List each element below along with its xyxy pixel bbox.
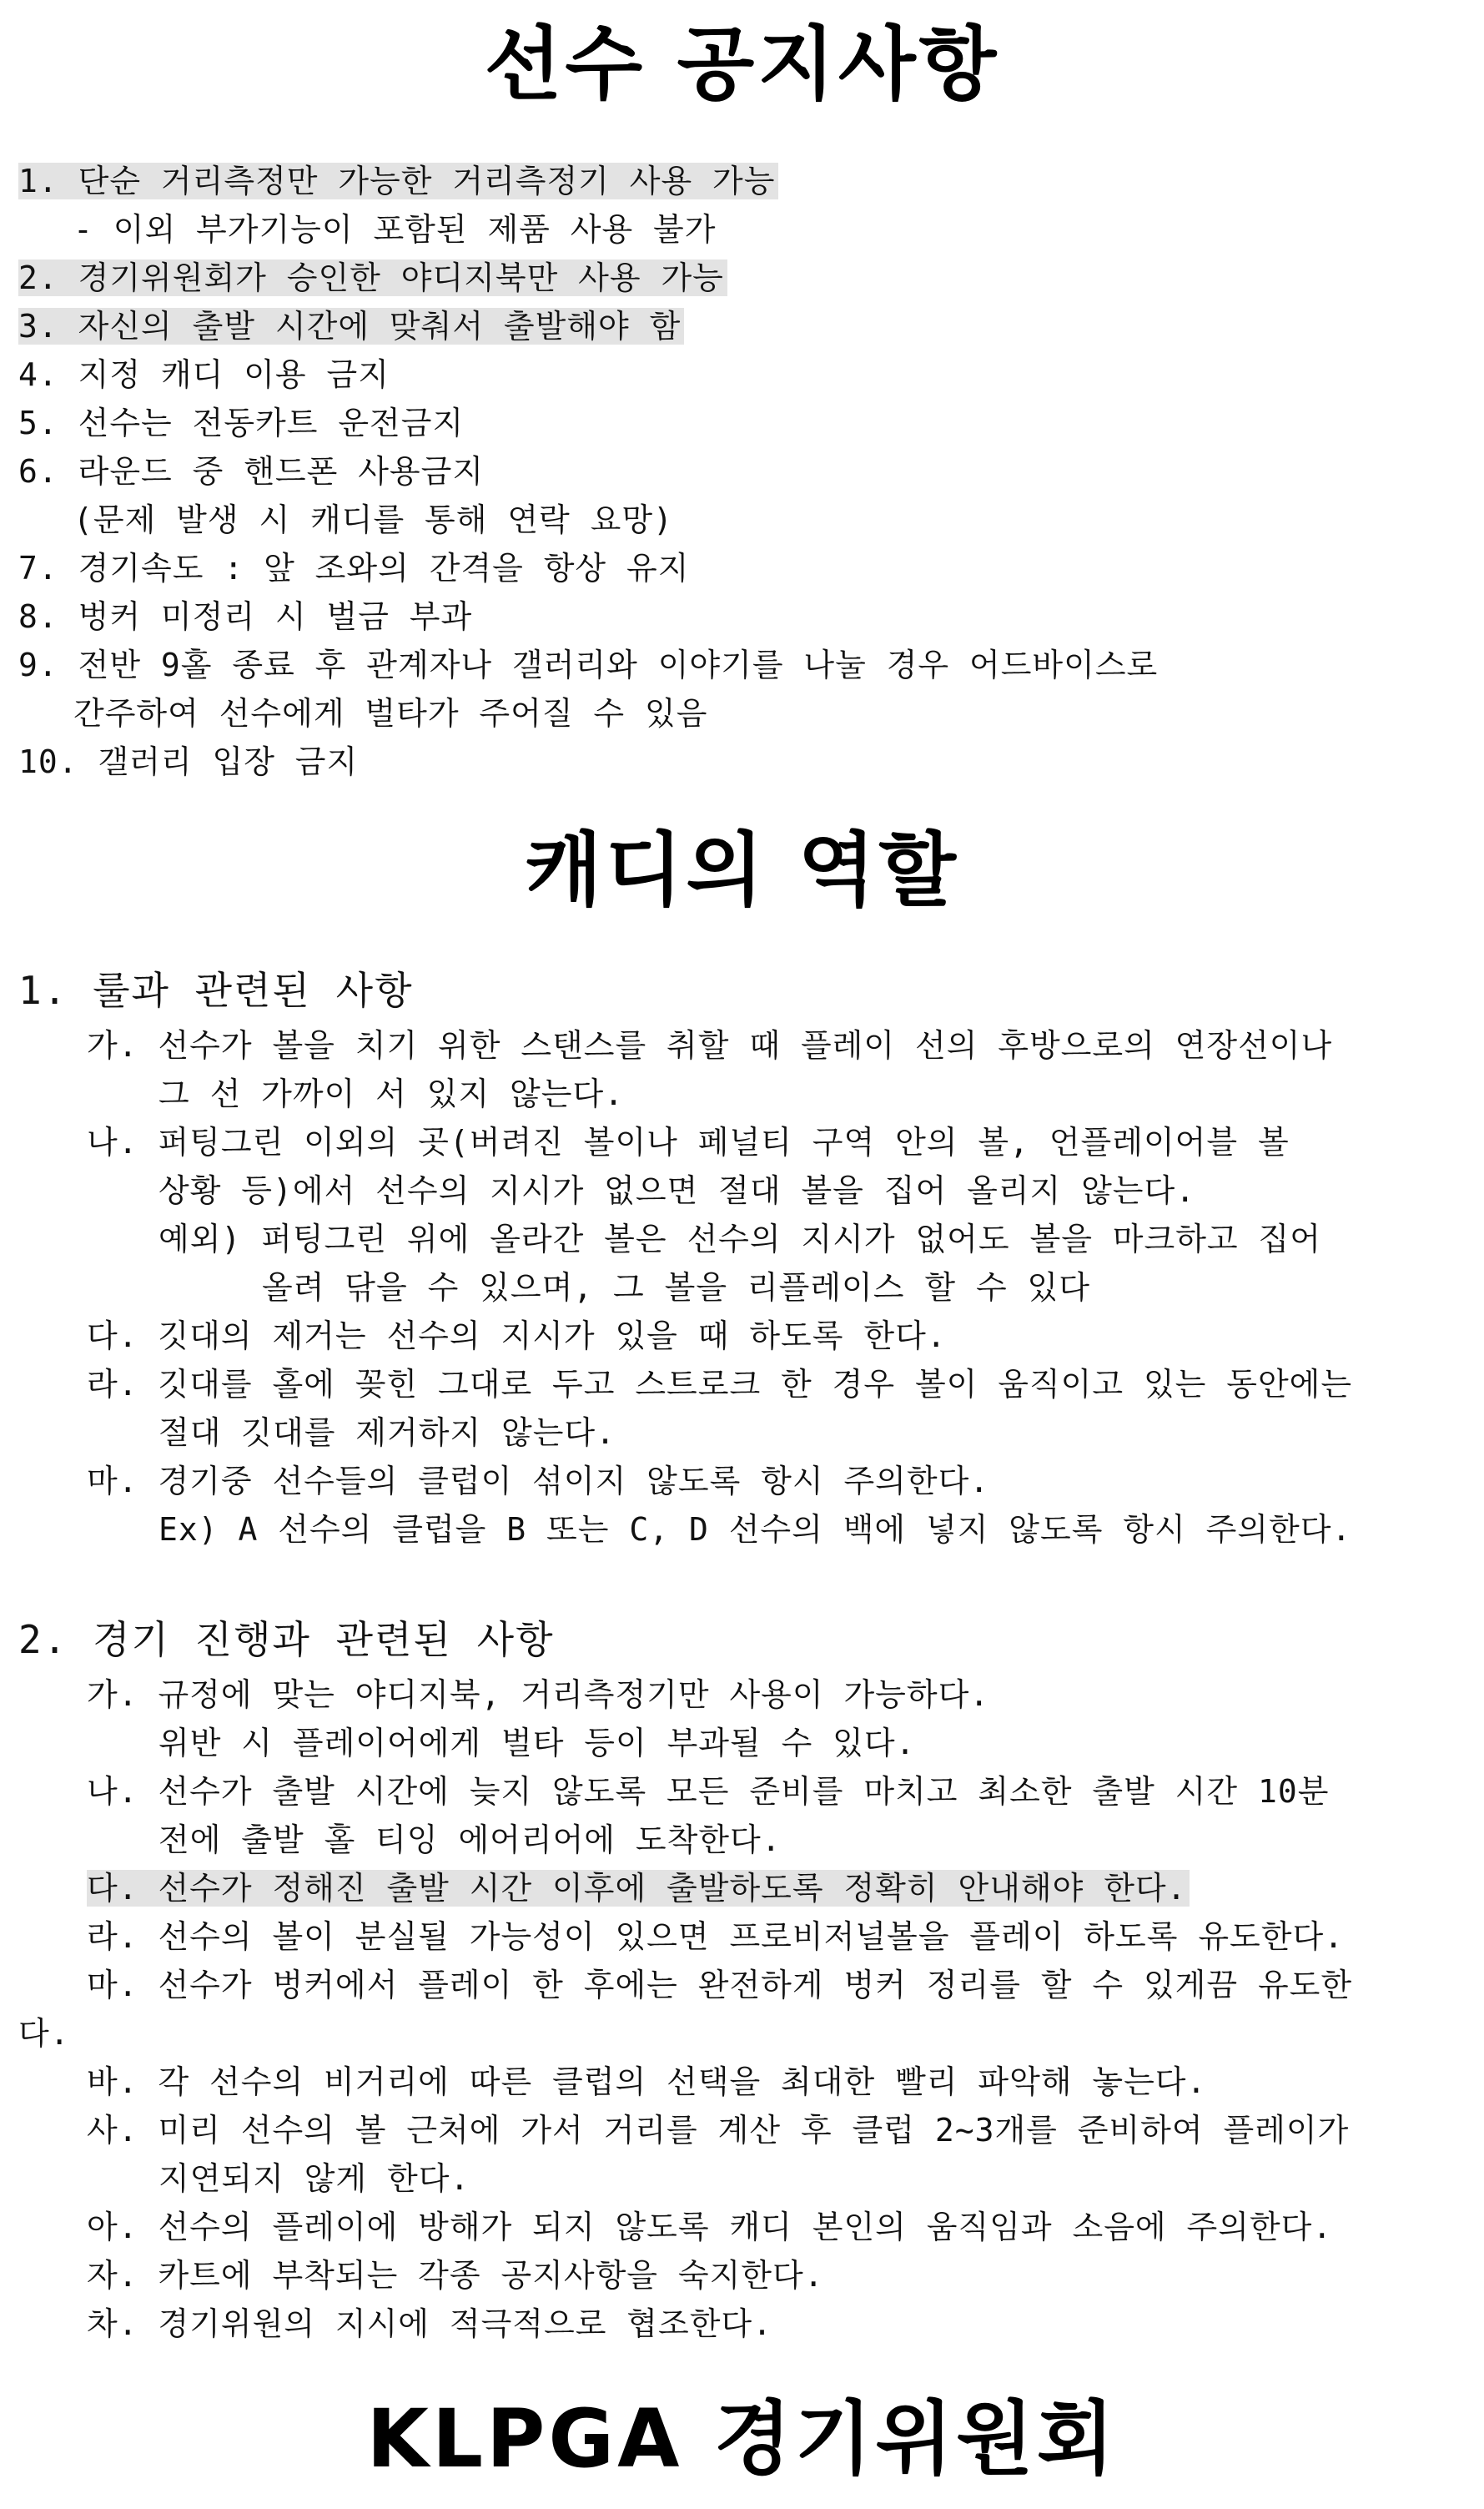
rules-heading: 1. 룰과 관련된 사항 [18, 968, 414, 1013]
progress-item-text: 지연되지 않게 한다. [158, 2160, 470, 2197]
list-item [0, 2058, 1484, 2106]
list-item [0, 1816, 1484, 1864]
list-item [0, 205, 1484, 254]
notice-item-text: (문제 발생 시 캐디를 통해 연락 요망) [73, 501, 673, 538]
list-item [0, 447, 1484, 496]
list-item [0, 1118, 1484, 1166]
progress-item-text: 가. 규정에 맞는 야디지북, 거리측정기만 사용이 가능하다. [87, 1676, 990, 1713]
rules-item-text: 예외) 퍼팅그린 위에 올라간 볼은 선수의 지시가 없어도 볼을 마크하고 집어 [158, 1221, 1321, 1257]
list-item [0, 1263, 1484, 1312]
list-item [0, 399, 1484, 447]
list-item [0, 254, 1484, 302]
list-item [0, 496, 1484, 544]
list-item [0, 302, 1484, 350]
list-item [0, 2106, 1484, 2154]
list-item [0, 1961, 1484, 2009]
rules-item-text: 마. 경기중 선수들의 클럽이 섞이지 않도록 항시 주의한다. [87, 1463, 990, 1499]
list-item [0, 1767, 1484, 1816]
notice-item-text: 간주하여 선수에게 벌타가 주어질 수 있음 [73, 695, 708, 732]
list-item [0, 1215, 1484, 1263]
progress-heading: 2. 경기 진행과 관련된 사항 [18, 1617, 555, 1662]
notice-list [0, 157, 1484, 786]
list-item [0, 738, 1484, 786]
list-item [0, 2154, 1484, 2203]
list-item [0, 592, 1484, 641]
list-item [0, 641, 1484, 689]
progress-item-text: 다. 선수가 정해진 출발 시간 이후에 출발하도록 정확히 안내해야 한다. [87, 1870, 1190, 1907]
rules-item-text: Ex) A 선수의 클럽을 B 또는 C, D 선수의 백에 넣지 않도록 항시 주의한다. [158, 1511, 1352, 1548]
rules-section [0, 960, 1484, 1554]
list-item [0, 2009, 1484, 2058]
progress-item-text: 마. 선수가 벙커에서 플레이 한 후에는 완전하게 벙커 정리를 할 수 있게끔 유도한 [87, 1967, 1353, 2003]
notice-item-text: 4. 지정 캐디 이용 금지 [18, 356, 390, 393]
list-item [0, 1021, 1484, 1070]
progress-item-text: 나. 선수가 출발 시간에 늦지 않도록 모든 준비를 마치고 최소한 출발 시간 10분 [87, 1773, 1330, 1810]
list-item [0, 350, 1484, 399]
progress-section [0, 1609, 1484, 2348]
list-item [0, 1360, 1484, 1408]
list-item [0, 2203, 1484, 2251]
caddie-title: 캐디의 역할 [524, 824, 960, 917]
list-item [0, 1070, 1484, 1118]
rules-item-text: 상황 등)에서 선수의 지시가 없으면 절대 볼을 집어 올리지 않는다. [158, 1172, 1196, 1209]
rules-item-text: 라. 깃대를 홀에 꽂힌 그대로 두고 스트로크 한 경우 볼이 움직이고 있는 동안에는 [87, 1366, 1353, 1403]
progress-item-text: 자. 카트에 부착되는 각종 공지사항을 숙지한다. [87, 2257, 824, 2294]
progress-item-text: 바. 각 선수의 비거리에 따른 클럽의 선택을 최대한 빨리 파악해 놓는다. [87, 2063, 1207, 2100]
progress-item-text: 라. 선수의 볼이 분실될 가능성이 있으면 프로비저널볼을 플레이 하도록 유도한다. [87, 1918, 1345, 1955]
rules-item-text: 나. 퍼팅그린 이외의 곳(버려진 볼이나 페널티 구역 안의 볼, 언플레이어블 볼 [87, 1124, 1290, 1161]
notice-item-text: 7. 경기속도 : 앞 조와의 간격을 항상 유지 [18, 550, 690, 587]
notice-item-text: 2. 경기위원회가 승인한 야디지북만 사용 가능 [18, 259, 727, 296]
notice-item-text: 3. 자신의 출발 시간에 맞춰서 출발해야 함 [18, 308, 684, 345]
notice-item-text: - 이외 부가기능이 포함된 제품 사용 불가 [73, 211, 717, 248]
list-item [0, 1670, 1484, 1719]
rules-item-text: 다. 깃대의 제거는 선수의 지시가 있을 때 하도록 한다. [87, 1317, 947, 1354]
progress-item-text: 차. 경기위원의 지시에 적극적으로 협조한다. [87, 2305, 773, 2342]
list-item [0, 544, 1484, 592]
list-item [0, 689, 1484, 738]
notice-item-text: 6. 라운드 중 핸드폰 사용금지 [18, 453, 485, 490]
notice-item-text: 5. 선수는 전동카트 운전금지 [18, 405, 465, 441]
list-item [0, 1505, 1484, 1554]
list-item [0, 1312, 1484, 1360]
list-item [0, 1457, 1484, 1505]
progress-item-text: 위반 시 플레이어에게 벌타 등이 부과될 수 있다. [158, 1725, 916, 1761]
rules-item-text: 절대 깃대를 제거하지 않는다. [158, 1414, 616, 1451]
progress-item-text: 전에 출발 홀 티잉 에어리어에 도착한다. [158, 1821, 782, 1858]
notice-item-text: 8. 벙커 미정리 시 벌금 부과 [18, 598, 473, 635]
notice-title: 선수 공지사항 [484, 18, 1000, 111]
footer-signature: KLPGA 경기위원회 [366, 2392, 1118, 2486]
progress-item-text: 아. 선수의 플레이에 방해가 되지 않도록 캐디 본인의 움직임과 소음에 주의한다. [87, 2209, 1333, 2245]
list-item [0, 1864, 1484, 1912]
rules-item-text: 가. 선수가 볼을 치기 위한 스탠스를 취할 때 플레이 선의 후방으로의 연장선이나 [87, 1027, 1333, 1064]
list-item [0, 2251, 1484, 2300]
list-item [0, 157, 1484, 205]
notice-item-text: 1. 단순 거리측정만 가능한 거리측정기 사용 가능 [18, 163, 778, 199]
notice-item-text: 10. 갤러리 입장 금지 [18, 743, 359, 780]
list-item [0, 2300, 1484, 2348]
list-item [0, 1166, 1484, 1215]
list-item [0, 1719, 1484, 1767]
progress-item-text: 사. 미리 선수의 볼 근처에 가서 거리를 계산 후 클럽 2~3개를 준비하여 플레이가 [87, 2112, 1350, 2149]
list-item [0, 1408, 1484, 1457]
notice-item-text: 9. 전반 9홀 종료 후 관계자나 갤러리와 이야기를 나눌 경우 어드바이스로 [18, 647, 1159, 683]
rules-item-text: 올려 닦을 수 있으며, 그 볼을 리플레이스 할 수 있다 [262, 1269, 1090, 1306]
progress-item-text: 다. [18, 2015, 70, 2052]
list-item [0, 1912, 1484, 1961]
rules-item-text: 그 선 가까이 서 있지 않는다. [158, 1076, 625, 1112]
